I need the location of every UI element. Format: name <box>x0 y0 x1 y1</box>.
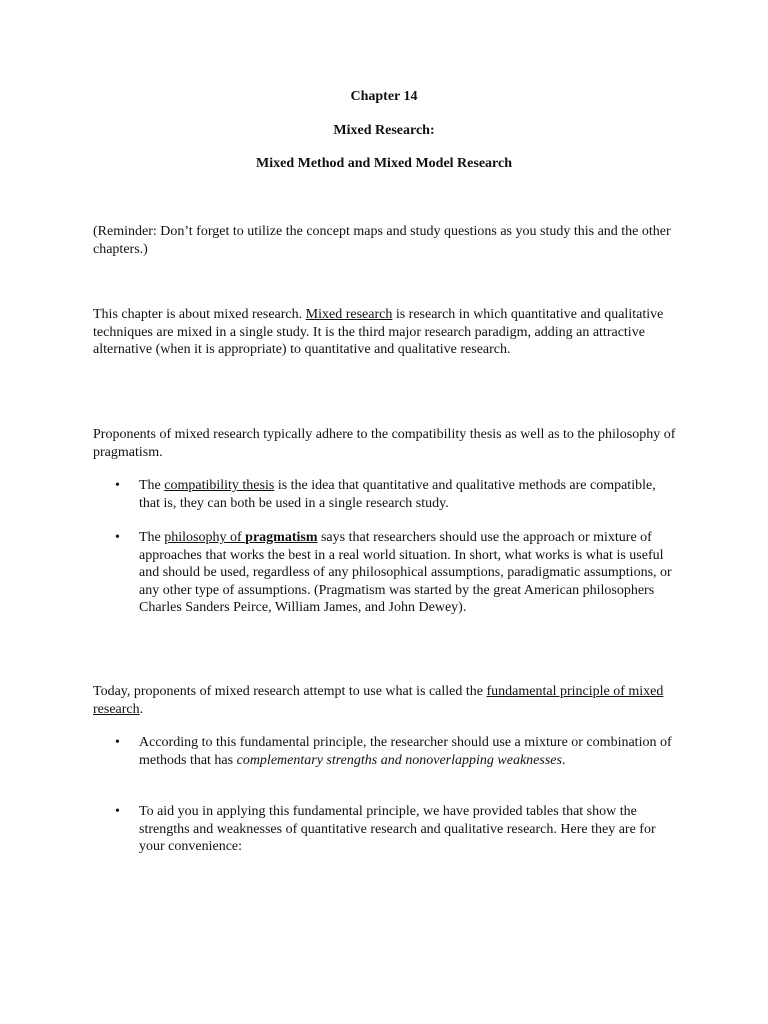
today-text-before: Today, proponents of mixed research attempt to use what is called the <box>93 684 487 699</box>
pragmatism-term: pragmatism <box>245 530 318 545</box>
bullet-tables-note: To aid you in applying this fundamental principle, we have provided tables that show the strengths and weaknesses of quantitative research and qualitative research. Here they are for your convenience: <box>139 804 656 854</box>
bullet-text-after: . <box>561 752 566 768</box>
bullet-text-before: According to this fundamental principle, the researcher should use a mixture or combination of methods that has <box>139 735 672 768</box>
bullet-pragmatism <box>139 529 679 617</box>
proponents-paragraph: Proponents of mixed research typically adhere to the compatibility thesis as well as to the philosophy of pragmatism. <box>93 427 676 460</box>
bullet-fundamental-principle <box>139 734 679 769</box>
fundamental-principle-term: fundamental principle of mixed research <box>93 684 664 717</box>
chapter-title: Mixed Research: <box>333 123 435 138</box>
complementary-strengths-phrase: complementary strengths and nonoverlapping weaknesses <box>236 752 562 768</box>
bullet-text-after: is the idea that quantitative and qualitative methods are compatible, that is, they can both be used in a single research study. <box>139 478 656 511</box>
bullet-dot: • <box>115 478 120 493</box>
today-paragraph <box>93 683 693 718</box>
bullet-compatibility-thesis <box>139 477 679 512</box>
philosophy-of-term: philosophy of <box>164 530 246 545</box>
bullet-dot: • <box>115 804 120 819</box>
intro-paragraph <box>93 306 693 359</box>
intro-text-before: This chapter is about mixed research. <box>93 307 306 322</box>
reminder-paragraph: (Reminder: Don’t forget to utilize the concept maps and study questions as you study this and the other chapters.) <box>93 224 671 257</box>
intro-text-after: is research in which quantitative and qualitative techniques are mixed in a single study. It is the third major research paradigm, adding an attractive alternative (when it is appropriate) to quantitative and qualitative research. <box>93 307 664 357</box>
chapter-subtitle: Mixed Method and Mixed Model Research <box>256 156 512 171</box>
mixed-research-term: Mixed research <box>305 307 393 322</box>
bullet-text-after: says that researchers should use the approach or mixture of approaches that works the best in a real world situation. In short, what works is what is useful and should be used, regardless of any philosophical assumptions, paradigmatic assumptions, or any other type of assumptions. (Pragmatism was started by the great American philosophers Charles Sanders Peirce, William James, and John Dewey). <box>139 530 672 615</box>
chapter-heading: Chapter 14 <box>350 89 418 104</box>
bullet-dot: • <box>115 735 120 750</box>
compatibility-thesis-term: compatibility thesis <box>164 478 275 493</box>
today-text-after: . <box>139 701 144 717</box>
bullet-text-before: The <box>139 478 165 493</box>
bullet-dot: • <box>115 530 120 545</box>
bullet-text-before: The <box>139 530 165 545</box>
